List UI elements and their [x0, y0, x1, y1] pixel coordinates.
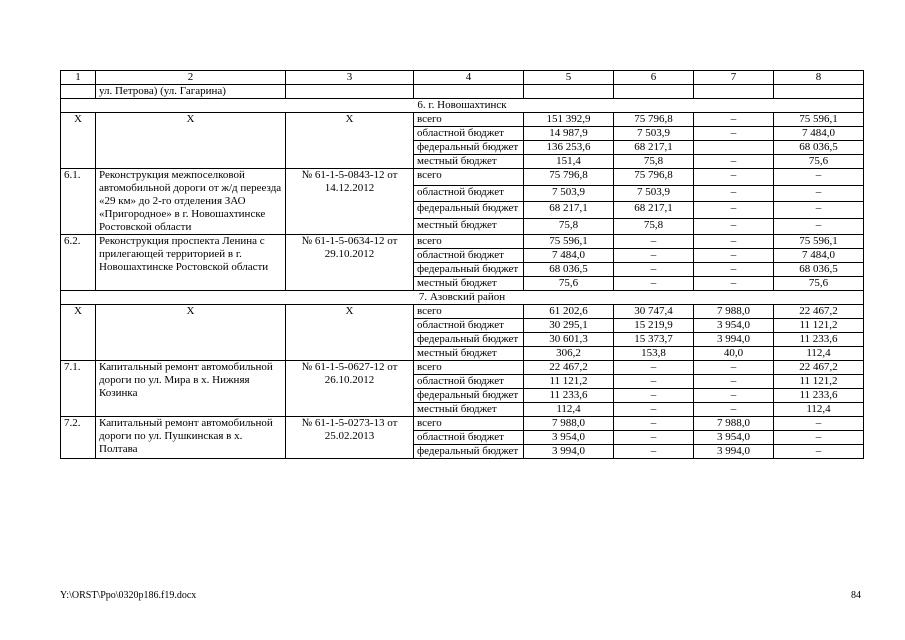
x-marker: Х: [96, 305, 286, 361]
value-col6: 7 503,9: [614, 127, 694, 141]
value-col8: –: [774, 169, 864, 186]
value-col5: 7 503,9: [524, 185, 614, 202]
value-col8: 22 467,2: [774, 305, 864, 319]
expertise-number: № 61-1-5-0627-12 от 26.10.2012: [286, 361, 414, 417]
value-col7: –: [694, 235, 774, 249]
value-col5: 22 467,2: [524, 361, 614, 375]
project-item-row-total: [61, 169, 864, 186]
value-col6: 15 373,7: [614, 333, 694, 347]
value-col6: 30 747,4: [614, 305, 694, 319]
column-number-7: 7: [694, 71, 774, 85]
blank-cell: [774, 85, 864, 99]
value-col5: 68 036,5: [524, 263, 614, 277]
value-col5: 11 121,2: [524, 375, 614, 389]
budget-type-label: всего: [414, 417, 524, 431]
expertise-number: № 61-1-5-0273-13 от 25.02.2013: [286, 417, 414, 459]
value-col6: 7 503,9: [614, 185, 694, 202]
budget-type-label: федеральный бюджет: [414, 445, 524, 459]
value-col6: –: [614, 375, 694, 389]
section-heading-row: [61, 291, 864, 305]
value-col6: 75,8: [614, 218, 694, 235]
column-number-3: 3: [286, 71, 414, 85]
value-col7: –: [694, 389, 774, 403]
budget-type-label: областной бюджет: [414, 249, 524, 263]
value-col7: –: [694, 127, 774, 141]
item-number: 6.2.: [61, 235, 96, 291]
x-marker: Х: [286, 305, 414, 361]
budget-table: [60, 70, 864, 459]
budget-type-label: федеральный бюджет: [414, 263, 524, 277]
continued-name-cell: ул. Петрова) (ул. Гагарина): [96, 85, 286, 99]
value-col8: 11 233,6: [774, 333, 864, 347]
item-number: 6.1.: [61, 169, 96, 235]
blank-cell: [414, 85, 524, 99]
column-number-1: 1: [61, 71, 96, 85]
value-col6: –: [614, 361, 694, 375]
budget-type-label: областной бюджет: [414, 127, 524, 141]
budget-type-label: федеральный бюджет: [414, 333, 524, 347]
value-col7: 3 954,0: [694, 431, 774, 445]
value-col5: 3 954,0: [524, 431, 614, 445]
budget-type-label: областной бюджет: [414, 375, 524, 389]
blank-cell: [694, 85, 774, 99]
value-col5: 3 994,0: [524, 445, 614, 459]
value-col7: 7 988,0: [694, 305, 774, 319]
value-col7: –: [694, 403, 774, 417]
section-title: 6. г. Новошахтинск: [61, 99, 864, 113]
value-col8: 75 596,1: [774, 113, 864, 127]
value-col5: 75,8: [524, 218, 614, 235]
value-col5: 7 484,0: [524, 249, 614, 263]
budget-type-label: федеральный бюджет: [414, 141, 524, 155]
value-col5: 75 596,1: [524, 235, 614, 249]
value-col6: –: [614, 445, 694, 459]
value-col5: 11 233,6: [524, 389, 614, 403]
value-col6: 75 796,8: [614, 113, 694, 127]
value-col8: 11 121,2: [774, 319, 864, 333]
value-col6: 15 219,9: [614, 319, 694, 333]
budget-type-label: местный бюджет: [414, 277, 524, 291]
project-name: Капитальный ремонт автомобильной дороги по ул. Пушкинская в х. Полтава: [96, 417, 286, 459]
value-col8: 7 484,0: [774, 127, 864, 141]
value-col7: 3 954,0: [694, 319, 774, 333]
value-col8: –: [774, 185, 864, 202]
value-col5: 306,2: [524, 347, 614, 361]
budget-type-label: областной бюджет: [414, 319, 524, 333]
value-col7: 7 988,0: [694, 417, 774, 431]
value-col5: 14 987,9: [524, 127, 614, 141]
value-col6: –: [614, 417, 694, 431]
column-number-5: 5: [524, 71, 614, 85]
value-col5: 75 796,8: [524, 169, 614, 186]
budget-type-label: всего: [414, 169, 524, 186]
project-item-row-total: [61, 235, 864, 249]
value-col7: –: [694, 218, 774, 235]
value-col5: 30 601,3: [524, 333, 614, 347]
value-col8: 75,6: [774, 277, 864, 291]
blank-cell: [614, 85, 694, 99]
value-col7: –: [694, 155, 774, 169]
x-marker: Х: [61, 305, 96, 361]
value-col6: –: [614, 263, 694, 277]
value-col6: –: [614, 249, 694, 263]
value-col8: 68 036,5: [774, 141, 864, 155]
value-col6: –: [614, 431, 694, 445]
value-col6: –: [614, 277, 694, 291]
section-heading-row: [61, 99, 864, 113]
footer-file-path: Y:\ORST\Ppo\0320p186.f19.docx: [60, 590, 197, 601]
item-number: 7.2.: [61, 417, 96, 459]
value-col7: –: [694, 202, 774, 219]
column-number-2: 2: [96, 71, 286, 85]
value-col7: –: [694, 263, 774, 277]
budget-type-label: федеральный бюджет: [414, 202, 524, 219]
value-col7: –: [694, 277, 774, 291]
value-col8: 11 233,6: [774, 389, 864, 403]
value-col6: –: [614, 403, 694, 417]
column-number-6: 6: [614, 71, 694, 85]
value-col7: 3 994,0: [694, 445, 774, 459]
budget-type-label: областной бюджет: [414, 185, 524, 202]
budget-type-label: всего: [414, 305, 524, 319]
value-col8: –: [774, 202, 864, 219]
project-item-row-total: [61, 417, 864, 431]
blank-cell: [286, 85, 414, 99]
value-col8: 11 121,2: [774, 375, 864, 389]
continuation-row: [61, 85, 864, 99]
value-col8: 68 036,5: [774, 263, 864, 277]
value-col8: 22 467,2: [774, 361, 864, 375]
item-number: 7.1.: [61, 361, 96, 417]
value-col5: 61 202,6: [524, 305, 614, 319]
value-col7: –: [694, 169, 774, 186]
value-col6: 153,8: [614, 347, 694, 361]
value-col7: –: [694, 185, 774, 202]
value-col5: 151,4: [524, 155, 614, 169]
section-summary-row-total: [61, 113, 864, 127]
value-col8: –: [774, 431, 864, 445]
column-number-4: 4: [414, 71, 524, 85]
value-col6: 75 796,8: [614, 169, 694, 186]
x-marker: Х: [286, 113, 414, 169]
value-col5: 112,4: [524, 403, 614, 417]
value-col5: 151 392,9: [524, 113, 614, 127]
budget-type-label: местный бюджет: [414, 155, 524, 169]
footer-page-number: 84: [851, 590, 861, 601]
section-summary-row-total: [61, 305, 864, 319]
value-col8: –: [774, 218, 864, 235]
value-col8: 75,6: [774, 155, 864, 169]
column-number-8: 8: [774, 71, 864, 85]
value-col6: –: [614, 389, 694, 403]
expertise-number: № 61-1-5-0634-12 от 29.10.2012: [286, 235, 414, 291]
budget-type-label: федеральный бюджет: [414, 389, 524, 403]
value-col6: 68 217,1: [614, 141, 694, 155]
blank-cell: [524, 85, 614, 99]
value-col7: [694, 141, 774, 155]
value-col5: 136 253,6: [524, 141, 614, 155]
value-col8: –: [774, 445, 864, 459]
budget-type-label: областной бюджет: [414, 431, 524, 445]
value-col7: –: [694, 375, 774, 389]
budget-type-label: всего: [414, 235, 524, 249]
value-col5: 75,6: [524, 277, 614, 291]
blank-cell: [61, 85, 96, 99]
value-col5: 30 295,1: [524, 319, 614, 333]
x-marker: Х: [96, 113, 286, 169]
value-col7: 3 994,0: [694, 333, 774, 347]
project-name: Реконструкция проспекта Ленина с прилегающей территорией в г. Новошахтинске Ростовской области: [96, 235, 286, 291]
value-col5: 7 988,0: [524, 417, 614, 431]
value-col7: –: [694, 361, 774, 375]
budget-type-label: всего: [414, 361, 524, 375]
value-col8: 75 596,1: [774, 235, 864, 249]
budget-type-label: местный бюджет: [414, 218, 524, 235]
value-col8: 112,4: [774, 403, 864, 417]
expertise-number: № 61-1-5-0843-12 от 14.12.2012: [286, 169, 414, 235]
budget-type-label: местный бюджет: [414, 347, 524, 361]
value-col7: 40,0: [694, 347, 774, 361]
value-col6: –: [614, 235, 694, 249]
x-marker: Х: [61, 113, 96, 169]
value-col8: 7 484,0: [774, 249, 864, 263]
value-col8: –: [774, 417, 864, 431]
project-name: Капитальный ремонт автомобильной дороги по ул. Мира в х. Нижняя Козинка: [96, 361, 286, 417]
value-col6: 68 217,1: [614, 202, 694, 219]
header-row: [61, 71, 864, 85]
budget-type-label: всего: [414, 113, 524, 127]
value-col7: –: [694, 249, 774, 263]
budget-type-label: местный бюджет: [414, 403, 524, 417]
value-col7: –: [694, 113, 774, 127]
project-name: Реконструкция межпоселковой автомобильной дороги от ж/д переезда «29 км» до 2-го отделения ЗАО «Пригородное» в г. Новошахтинске Ростовской области: [96, 169, 286, 235]
project-item-row-total: [61, 361, 864, 375]
value-col8: 112,4: [774, 347, 864, 361]
value-col6: 75,8: [614, 155, 694, 169]
value-col5: 68 217,1: [524, 202, 614, 219]
section-title: 7. Азовский район: [61, 291, 864, 305]
